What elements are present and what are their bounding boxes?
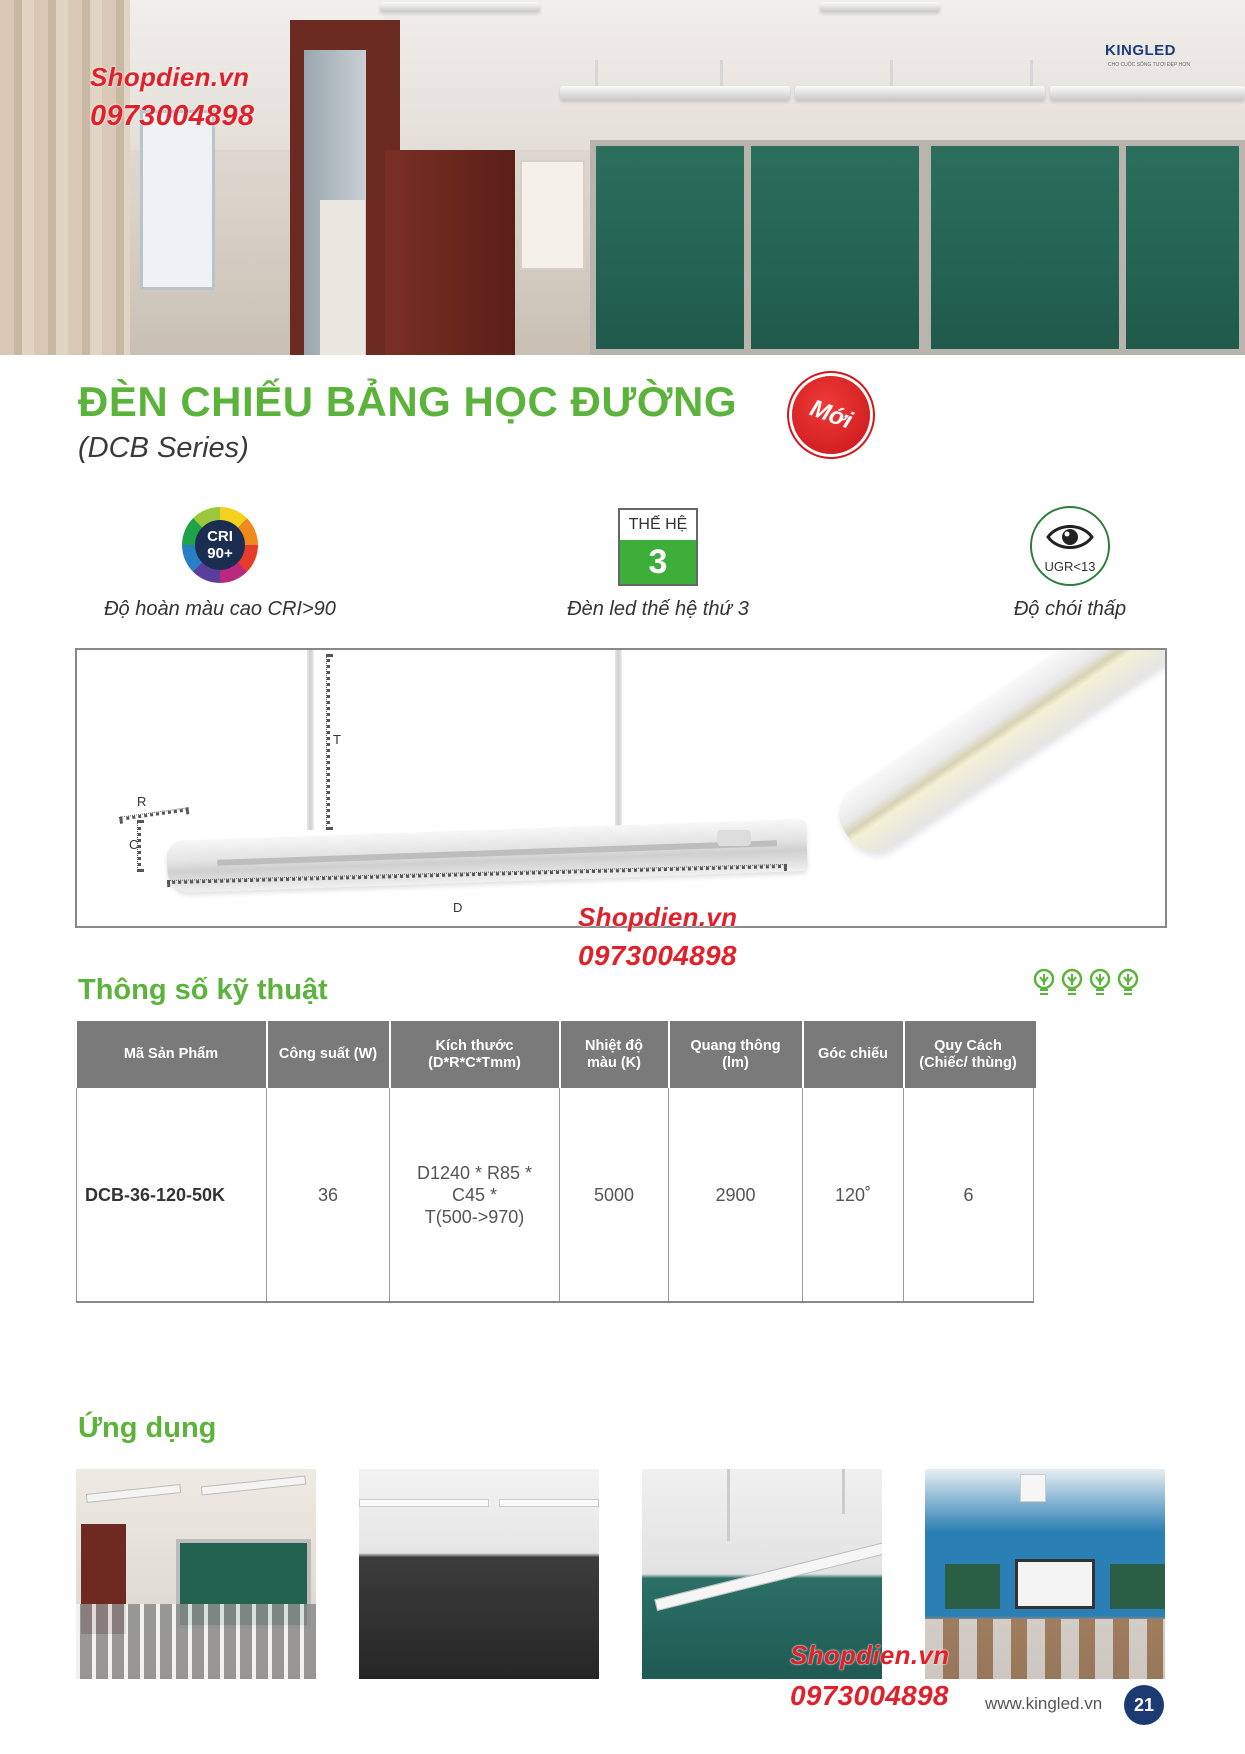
cell-angle: 120˚ <box>803 1088 904 1302</box>
kingled-logo: KINGLED <box>1105 42 1176 59</box>
watermark-phone: 0973004898 <box>790 1680 949 1711</box>
hero-rod <box>720 60 723 88</box>
col-header-angle: Góc chiếu <box>803 1021 904 1088</box>
eco-bulb-icon <box>1032 968 1056 998</box>
page-title: ĐÈN CHIẾU BẢNG HỌC ĐƯỜNG <box>78 378 738 425</box>
hero-rod <box>1030 60 1033 88</box>
cell-size: D1240 * R85 * C45 * T(500->970) <box>390 1088 560 1302</box>
generation-number: 3 <box>620 540 696 584</box>
table-row <box>77 1088 1034 1302</box>
suspension-rod-left <box>307 650 314 830</box>
hero-ceiling-light <box>820 2 940 12</box>
cell-cct: 5000 <box>560 1088 669 1302</box>
col-header-size: Kích thước (D*R*C*Tmm) <box>390 1021 560 1088</box>
hero-poster-small <box>520 160 585 270</box>
col-header-lumen: Quang thông (lm) <box>669 1021 803 1088</box>
lamp-perspective-view <box>827 648 1167 864</box>
col-header-code: Mã Sản Phẩm <box>77 1021 267 1088</box>
dim-label-r: R <box>137 794 147 809</box>
feature-caption-generation: Đèn led thế hệ thứ 3 <box>567 598 749 620</box>
hero-lamp-3 <box>1050 86 1245 100</box>
watermark-phone: 0973004898 <box>578 940 737 971</box>
specs-table <box>76 1021 1036 1303</box>
page-subtitle: (DCB Series) <box>78 432 249 464</box>
eye-icon <box>1030 506 1110 586</box>
dim-label-c: C <box>129 837 139 852</box>
hero-door <box>385 150 515 355</box>
hero-chalkboard-4 <box>1120 140 1245 355</box>
hero-rod <box>595 60 598 88</box>
col-header-power: Công suất (W) <box>267 1021 390 1088</box>
feature-caption-cri: Độ hoàn màu cao CRI>90 <box>104 598 336 620</box>
footer-url: www.kingled.vn <box>985 1694 1103 1713</box>
product-diagram <box>75 648 1167 928</box>
dim-line-t <box>326 654 330 830</box>
eco-bulb-icon <box>1088 968 1112 998</box>
ugr-label: UGR<13 <box>1044 559 1096 574</box>
generation-icon <box>618 508 698 586</box>
hero-chalkboard-2 <box>745 140 925 355</box>
generation-label: THẾ HỆ <box>628 516 688 533</box>
lamp-driver-box <box>717 830 751 846</box>
eco-bulb-icon <box>1116 968 1140 998</box>
specs-section-title: Thông số kỹ thuật <box>78 974 328 1006</box>
feature-caption-glare: Độ chói thấp <box>1013 598 1127 620</box>
hero-lamp-1 <box>560 86 790 100</box>
col-header-pack: Quy Cách (Chiếc/ thùng) <box>904 1021 1034 1088</box>
page-number: 21 <box>1124 1685 1164 1725</box>
cri-value: 90+ <box>207 545 233 562</box>
applications-section-title: Ứng dụng <box>78 1412 217 1444</box>
hero-lamp-2 <box>795 86 1045 100</box>
hero-rod <box>890 60 893 88</box>
watermark-phone: 0973004898 <box>90 100 255 132</box>
cell-lumen: 2900 <box>669 1088 803 1302</box>
new-badge: Mới <box>781 365 881 465</box>
eco-bulb-icon <box>1060 968 1084 998</box>
application-photo-computer-lab <box>925 1469 1165 1679</box>
hero-chalkboard-3 <box>925 140 1125 355</box>
suspension-rod-right <box>615 650 622 836</box>
kingled-logo-tagline: CHO CUỘC SỐNG TƯƠI ĐẸP HƠN <box>1108 62 1191 68</box>
cri-color-wheel-icon <box>182 507 258 583</box>
hero-photo <box>0 0 1245 355</box>
hero-curtain <box>0 0 130 355</box>
hero-chalkboard-1 <box>590 140 750 355</box>
application-photo-classroom-1 <box>76 1469 316 1679</box>
dim-line-r <box>119 807 189 821</box>
table-header-row <box>77 1021 1034 1088</box>
cell-power: 36 <box>267 1088 390 1302</box>
col-header-cct: Nhiệt độ màu (K) <box>560 1021 669 1088</box>
application-photo-blackboard <box>359 1469 599 1679</box>
watermark-site: Shopdien.vn <box>790 1640 950 1670</box>
dim-label-d: D <box>453 900 463 915</box>
watermark-site: Shopdien.vn <box>90 62 250 92</box>
cri-label: CRI <box>207 528 233 545</box>
dim-label-t: T <box>333 732 341 747</box>
cell-pack: 6 <box>904 1088 1034 1302</box>
hero-ceiling-light <box>380 2 540 12</box>
watermark-site: Shopdien.vn <box>578 902 738 932</box>
cell-code: DCB-36-120-50K <box>77 1088 267 1302</box>
hero-poster <box>140 110 215 290</box>
hero-column <box>320 200 365 355</box>
